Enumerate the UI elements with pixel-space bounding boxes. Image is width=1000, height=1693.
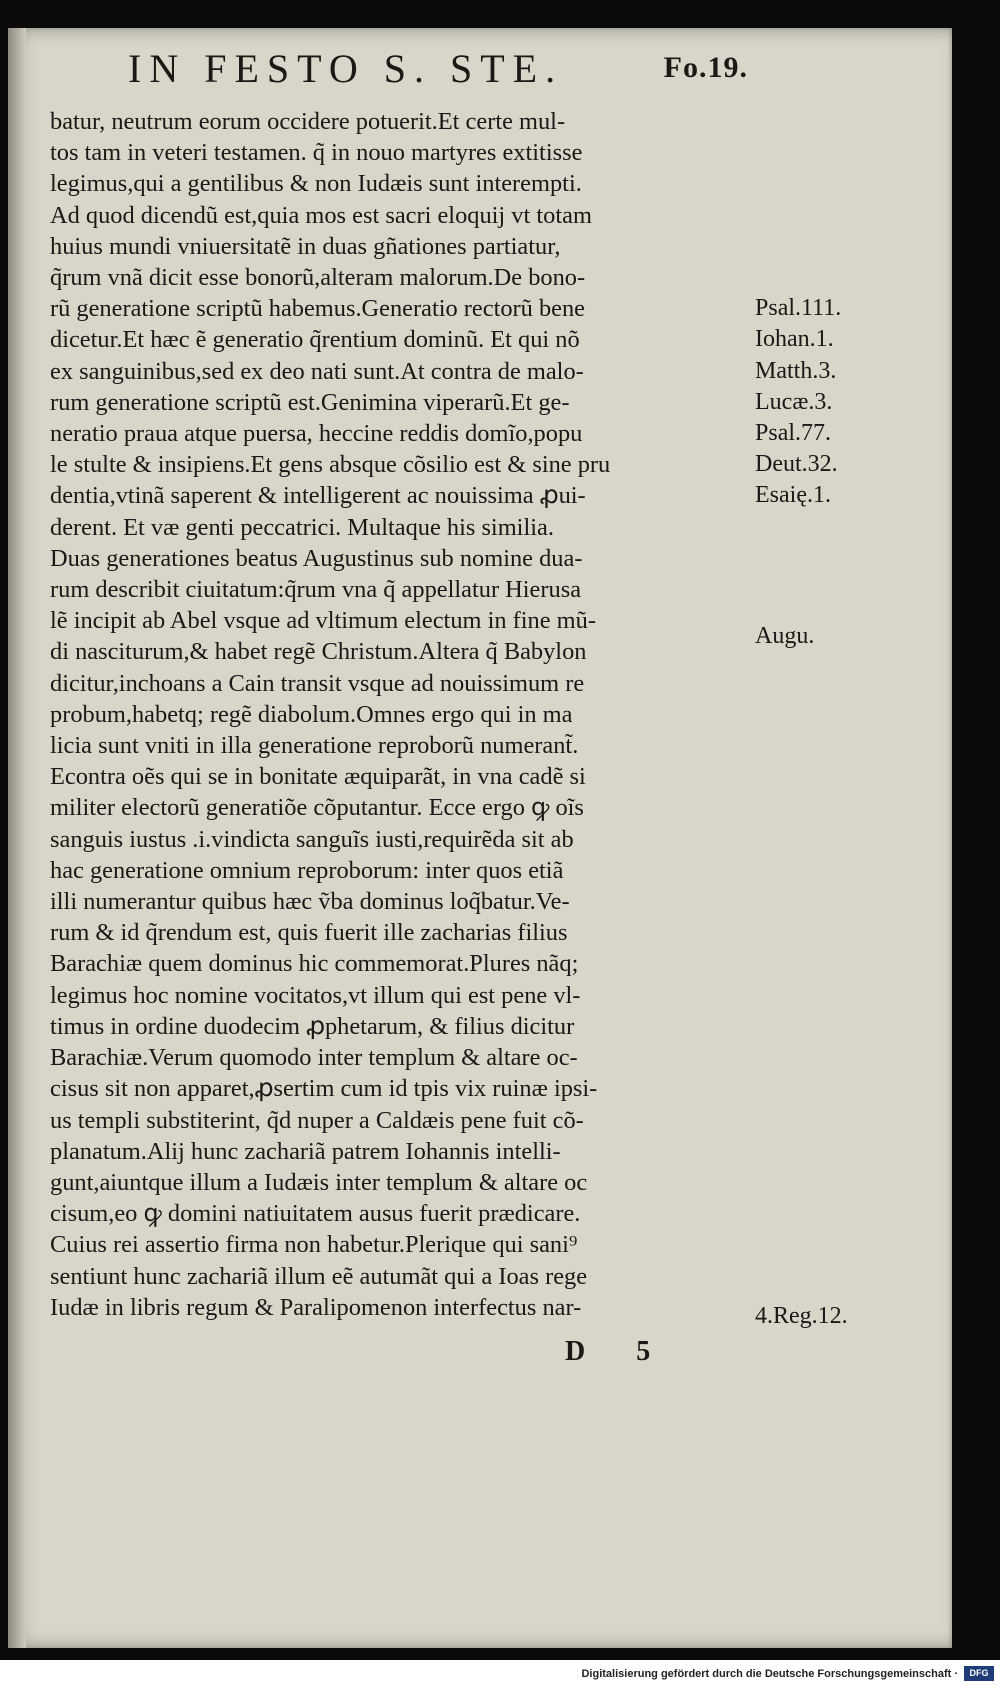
text-line: rum generatione scriptũ est.Genimina viperarũ.Et ge- xyxy=(50,388,570,416)
main-text-block xyxy=(50,106,750,1323)
signature-mark: D 5 xyxy=(565,1336,673,1367)
text-line: Ad quod dicendũ est,quia mos est sacri eloquij vt totam xyxy=(50,201,592,229)
text-line: militer electorũ generatiõe cõputantur. Ecce ergo ꝙ oĩs xyxy=(50,794,584,822)
margin-reference: Psal.77. xyxy=(755,420,832,446)
margin-reference: Matth.3. xyxy=(755,357,837,384)
text-line: derent. Et væ genti peccatrici. Multaque his similia. xyxy=(50,513,554,541)
text-line: rum & id q̃rendum est, quis fuerit ille zacharias filius xyxy=(50,919,568,947)
dfg-logo: DFG xyxy=(964,1666,994,1681)
text-line: lẽ incipit ab Abel vsque ad vltimum electum in fine mũ- xyxy=(50,607,596,635)
margin-reference: Psal.111. xyxy=(755,295,842,322)
text-line: cisum,eo ꝙ domini natiuitatem ausus fuerit prædicare. xyxy=(50,1200,581,1228)
folio-number: Fo.19. xyxy=(663,51,748,84)
text-line: hac generatione omnium reproborum: inter quos etiã xyxy=(50,856,564,884)
text-line: cisus sit non apparet,ꝓsertim cum id tpis vix ruinæ ipsi- xyxy=(50,1075,598,1103)
margin-reference: Esaię.1. xyxy=(755,482,831,509)
text-line: di nasciturum,& habet regẽ Christum.Altera q̃ Babylon xyxy=(50,638,587,666)
text-line: rũ generatione scriptũ habemus.Generatio rectorũ bene xyxy=(50,295,586,323)
text-line: ex sanguinibus,sed ex deo nati sunt.At contra de malo- xyxy=(50,357,584,385)
text-line: licia sunt vniti in illa generatione reproborũ numerant̃. xyxy=(50,732,579,760)
margin-reference: 4.Reg.12. xyxy=(755,1302,848,1329)
text-line: dicetur.Et hæc ẽ generatio q̃rentium dominũ. Et qui nõ xyxy=(50,326,580,354)
text-line: sanguis iustus .i.vindicta sanguĩs iusti,requirẽda sit ab xyxy=(50,825,574,853)
text-line: q̃rum vnã dicit esse bonorũ,alteram malorum.De bono- xyxy=(50,264,586,292)
text-line: Econtra oẽs qui se in bonitate æquiparãt, in vna cadẽ si xyxy=(50,763,586,791)
text-line: rum describit ciuitatum:q̃rum vna q̃ appellatur Hierusa xyxy=(50,576,582,604)
text-line: planatum.Alij hunc zachariã patrem Iohannis intelli- xyxy=(50,1137,561,1165)
text-line: Barachiæ.Verum quomodo inter templum & altare oc- xyxy=(50,1044,578,1072)
text-line: us templi substiterint, q̃d nuper a Caldæis pene fuit cõ- xyxy=(50,1106,584,1134)
text-line: legimus hoc nomine vocitatos,vt illum qui est pene vl- xyxy=(50,981,581,1009)
text-line: timus in ordine duodecim ꝓphetarum, & filius dicitur xyxy=(50,1012,575,1040)
running-head-title: IN FESTO S. STE. xyxy=(128,45,564,91)
footer-bar xyxy=(0,1660,1000,1693)
text-line: probum,habetq; regẽ diabolum.Omnes ergo qui in ma xyxy=(50,700,573,728)
funding-credit: Digitalisierung gefördert durch die Deutsche Forschungsgemeinschaft · xyxy=(581,1668,958,1680)
text-line: legimus,qui a gentilibus & non Iudæis sunt interempti. xyxy=(50,170,582,198)
text-line: le stulte & insipiens.Et gens absque cõsilio est & sine pru xyxy=(50,451,611,479)
text-line: gunt,aiuntque illum a Iudæis inter templum & altare oc xyxy=(50,1168,588,1196)
text-line: dentia,vtinã saperent & intelligerent ac nouissima ꝓui- xyxy=(50,482,586,510)
text-line: illi numerantur quibus hæc ṽba dominus loq̃batur.Ve- xyxy=(50,888,570,916)
running-head xyxy=(128,40,748,96)
margin-reference: Iohan.1. xyxy=(755,326,834,353)
text-line: tos tam in veteri testamen. q̃ in nouo martyres extitisse xyxy=(50,139,583,167)
page-spine-shadow xyxy=(8,28,26,1648)
margin-reference: Deut.32. xyxy=(755,451,838,478)
text-line: Iudæ in libris regum & Paralipomenon interfectus nar- xyxy=(50,1293,582,1321)
margin-reference: Lucæ.3. xyxy=(755,388,833,415)
text-line: Barachiæ quem dominus hic commemorat.Plures nãq; xyxy=(50,950,579,978)
text-line: Cuius rei assertio firma non habetur.Plerique qui sani⁹ xyxy=(50,1231,578,1259)
text-line: sentiunt hunc zachariã illum eẽ autumãt qui a Ioas rege xyxy=(50,1262,588,1290)
text-line: Duas generationes beatus Augustinus sub nomine dua- xyxy=(50,544,583,572)
margin-reference: Augu. xyxy=(755,622,815,649)
text-line: neratio praua atque puersa, heccine reddis domĩo,popu xyxy=(50,420,583,448)
text-line: huius mundi vniuersitatẽ in duas gñationes partiatur, xyxy=(50,232,561,260)
text-line: dicitur,inchoans a Cain transit vsque ad nouissimum re xyxy=(50,669,585,697)
text-line: batur, neutrum eorum occidere potuerit.Et certe mul- xyxy=(50,108,566,135)
